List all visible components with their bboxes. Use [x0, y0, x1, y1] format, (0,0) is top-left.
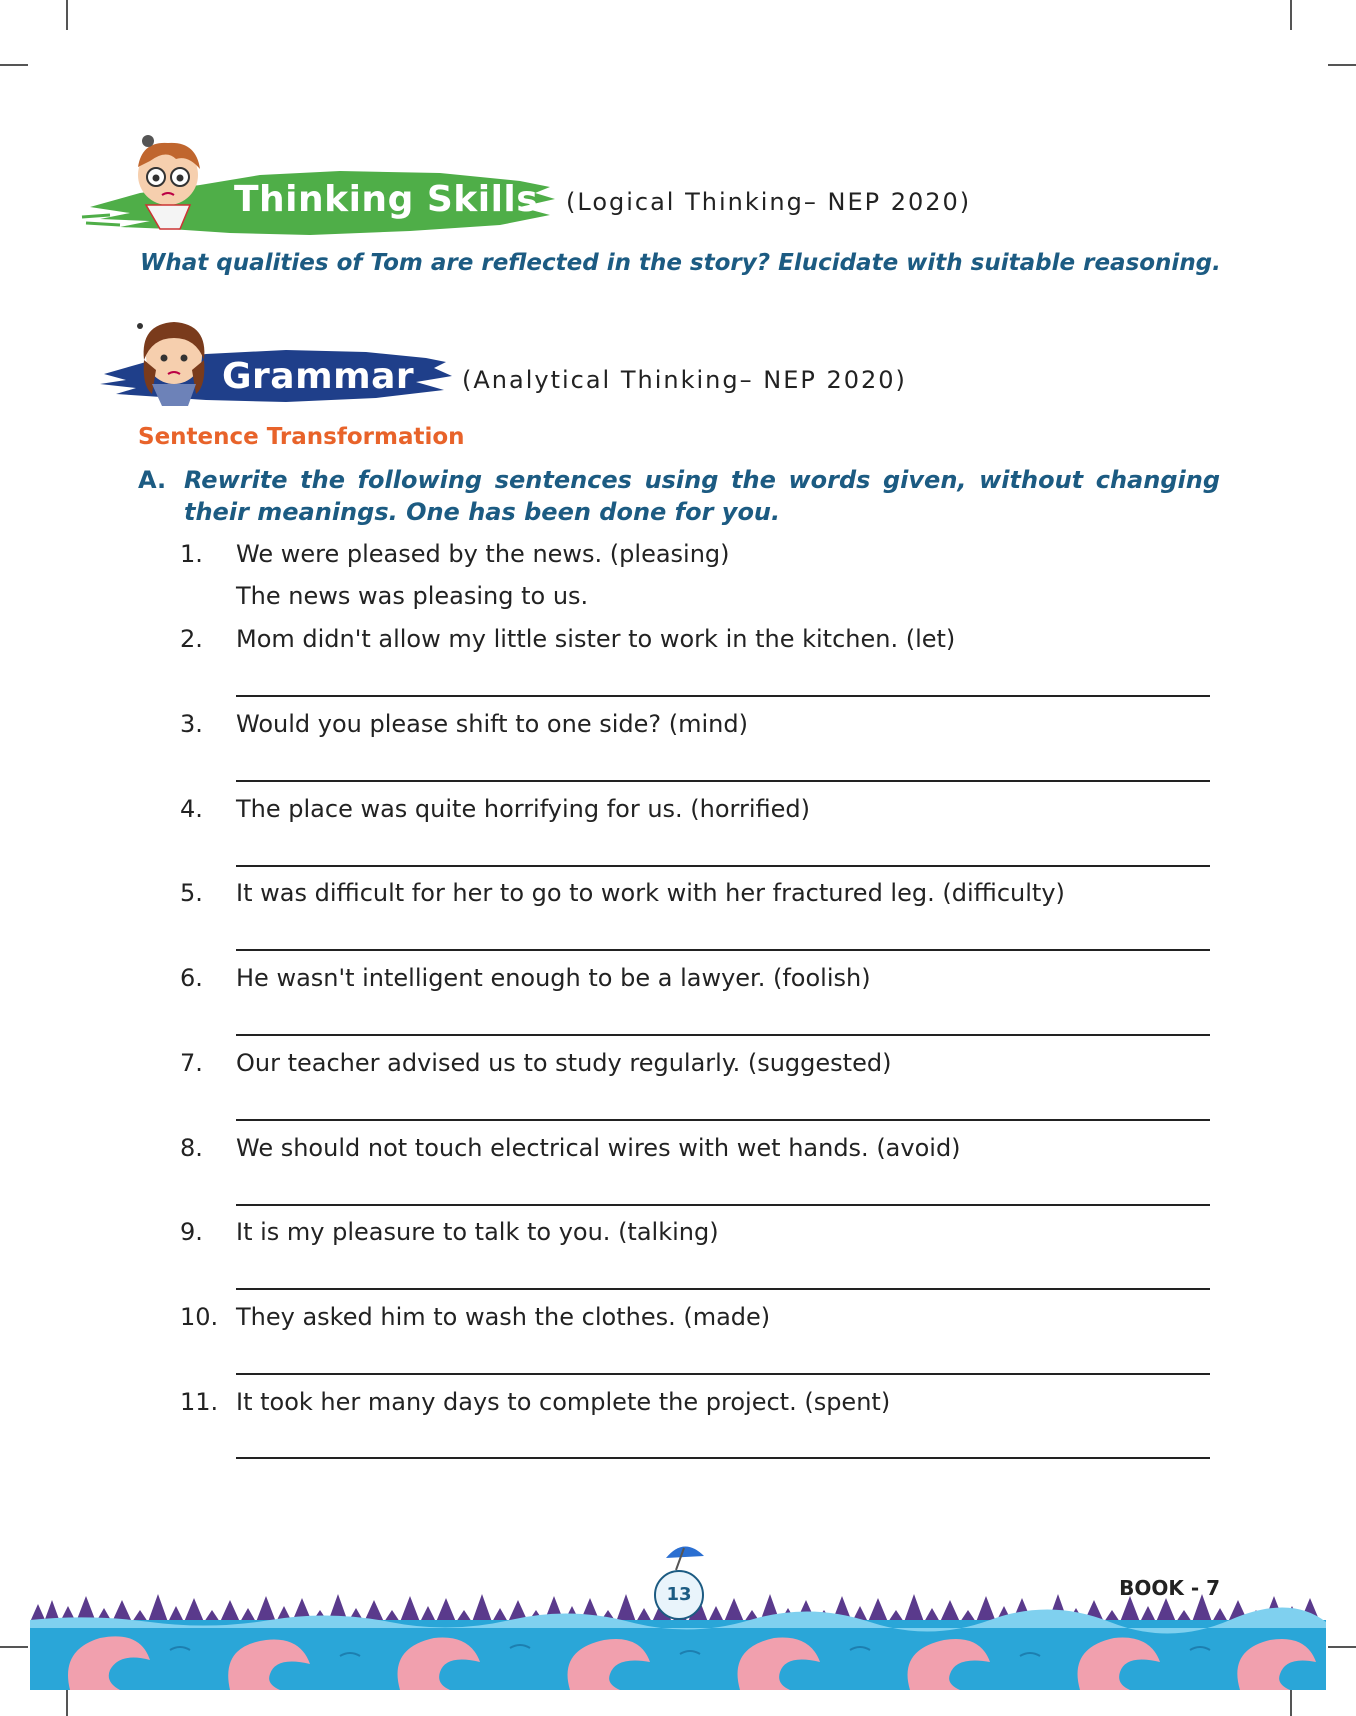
thinking-question: What qualities of Tom are reflected in the story? Elucidate with suitable reasoning.: [140, 250, 1221, 276]
crop-mark: [1328, 1646, 1356, 1648]
answer-line[interactable]: [236, 1288, 1210, 1290]
crop-mark: [1290, 0, 1292, 30]
section-title: Sentence Transformation: [138, 424, 465, 450]
answer-line[interactable]: [236, 1373, 1210, 1375]
item-number: 1.: [180, 540, 203, 568]
item-number: 10.: [180, 1303, 219, 1331]
item-number: 4.: [180, 795, 203, 823]
item-text: The place was quite horrifying for us. (horrified): [236, 795, 811, 823]
crop-mark: [1328, 64, 1356, 66]
item-number: 9.: [180, 1218, 203, 1246]
crop-mark: [66, 0, 68, 30]
item-number: 3.: [180, 710, 203, 738]
item-number: 6.: [180, 964, 203, 992]
item-text: It took her many days to complete the project. (spent): [236, 1388, 891, 1416]
grammar-banner: [96, 310, 456, 410]
item-number: 7.: [180, 1049, 203, 1077]
item-number: 5.: [180, 879, 203, 907]
answer-line[interactable]: [236, 695, 1210, 697]
thinking-skills-banner: [80, 135, 560, 245]
grammar-subtitle: (Analytical Thinking– NEP 2020): [462, 366, 907, 394]
thinking-skills-subtitle: (Logical Thinking– NEP 2020): [566, 188, 972, 216]
item-text: Mom didn't allow my little sister to work in the kitchen. (let): [236, 625, 956, 653]
item-number: 2.: [180, 625, 203, 653]
item-text: We were pleased by the news. (pleasing): [236, 540, 730, 568]
crop-mark: [0, 1646, 28, 1648]
instruction-text: Rewrite the following sentences using the words given, without changing their meanings. One has been done for you.: [184, 466, 1220, 526]
answer-line[interactable]: [236, 1457, 1210, 1459]
item-text: Would you please shift to one side? (mind): [236, 710, 748, 738]
item-number: 8.: [180, 1134, 203, 1162]
crop-mark: [0, 64, 28, 66]
item-text: We should not touch electrical wires with wet hands. (avoid): [236, 1134, 961, 1162]
item-number: 11.: [180, 1388, 219, 1416]
page-number: 13: [654, 1570, 704, 1620]
answer-line[interactable]: [236, 865, 1210, 867]
item-text: It is my pleasure to talk to you. (talking): [236, 1218, 719, 1246]
item-text: He wasn't intelligent enough to be a lawyer. (foolish): [236, 964, 871, 992]
book-label: BOOK - 7: [1119, 1576, 1220, 1600]
sample-answer: The news was pleasing to us.: [236, 582, 589, 610]
grammar-title: Grammar: [222, 356, 415, 397]
answer-line[interactable]: [236, 1034, 1210, 1036]
exercise-instruction: [138, 464, 1220, 528]
answer-line[interactable]: [236, 1204, 1210, 1206]
thinking-skills-title: Thinking Skills: [234, 179, 539, 220]
item-text: It was difficult for her to go to work with her fractured leg. (difficulty): [236, 879, 1065, 907]
item-text: Our teacher advised us to study regularly. (suggested): [236, 1049, 892, 1077]
answer-line[interactable]: [236, 780, 1210, 782]
answer-line[interactable]: [236, 949, 1210, 951]
exercise-letter: A.: [138, 466, 167, 494]
answer-line[interactable]: [236, 1119, 1210, 1121]
item-text: They asked him to wash the clothes. (made): [236, 1303, 771, 1331]
